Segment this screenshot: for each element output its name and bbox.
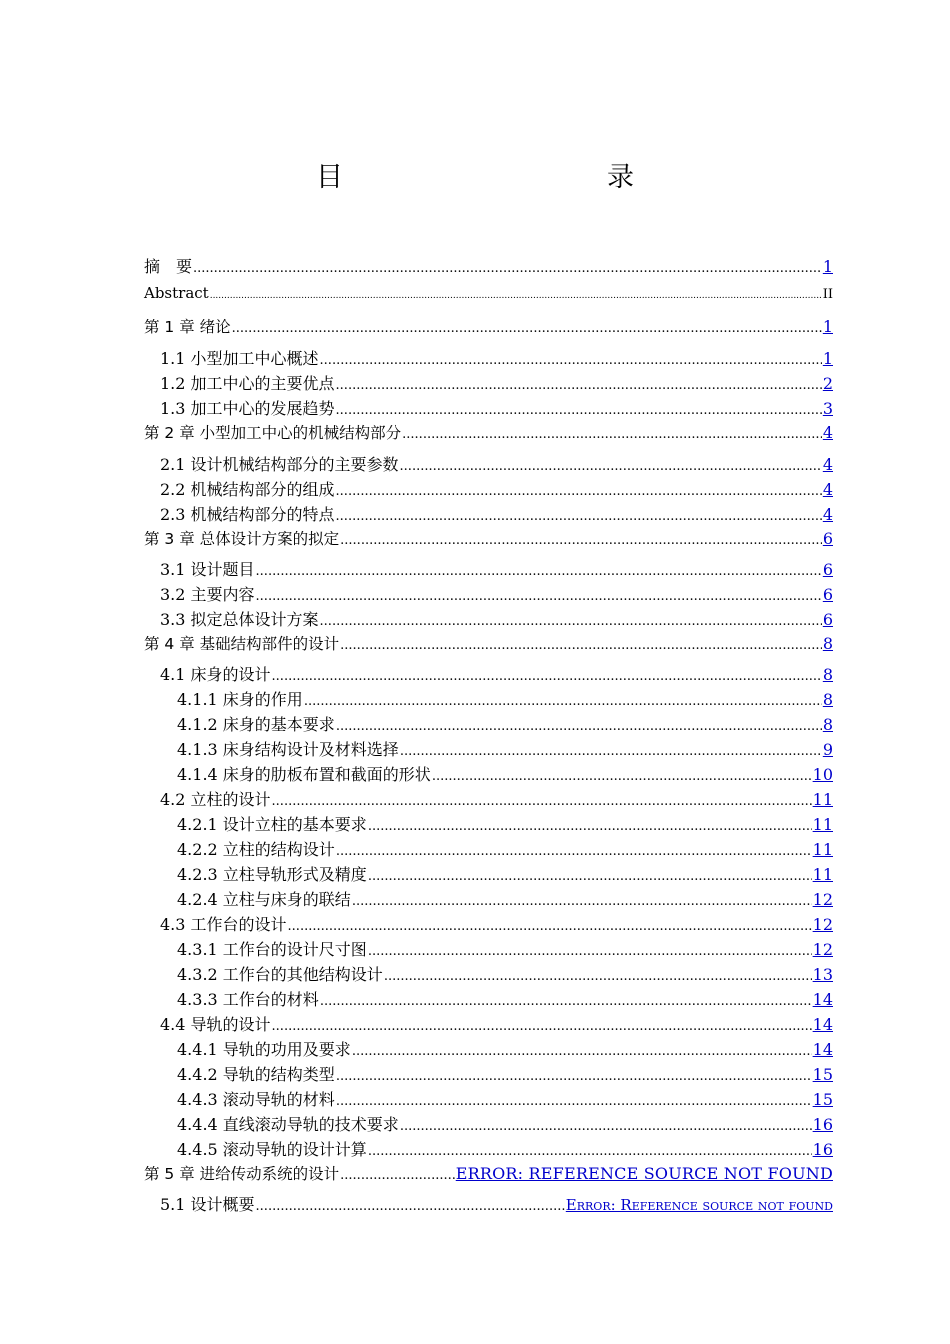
toc-page-link[interactable]: 14 bbox=[812, 1040, 833, 1059]
toc-entry-label: 4.3.1 工作台的设计尺寸图 bbox=[177, 940, 367, 959]
toc-page-link[interactable]: ERROR: REFERENCE SOURCE NOT FOUND bbox=[455, 1164, 833, 1183]
toc-entry[interactable] bbox=[144, 687, 833, 709]
toc-entry[interactable] bbox=[144, 582, 833, 604]
leader-dots bbox=[432, 769, 812, 784]
toc-entry[interactable] bbox=[144, 737, 833, 759]
toc-page-link[interactable]: 4 bbox=[822, 455, 833, 474]
toc-entry-chapter[interactable] bbox=[144, 315, 833, 337]
leader-dots bbox=[336, 844, 812, 859]
toc-page-link[interactable]: 14 bbox=[812, 990, 833, 1009]
toc-entry[interactable] bbox=[144, 502, 833, 524]
leader-dots bbox=[320, 353, 822, 368]
toc-page-link[interactable]: 13 bbox=[812, 965, 833, 984]
toc-page-link[interactable]: 6 bbox=[822, 560, 833, 579]
toc-page-link[interactable]: 15 bbox=[812, 1065, 833, 1084]
toc-entry[interactable] bbox=[144, 284, 833, 306]
leader-dots bbox=[193, 261, 822, 276]
toc-entry[interactable] bbox=[144, 787, 833, 809]
toc-entry-label: 4.4.1 导轨的功用及要求 bbox=[177, 1040, 351, 1059]
toc-page-link[interactable]: 16 bbox=[812, 1140, 833, 1159]
page-title: 目 录 bbox=[316, 162, 704, 193]
leader-dots bbox=[336, 378, 822, 393]
toc-entry-label: 3.2 主要内容 bbox=[160, 585, 255, 604]
leader-dots bbox=[320, 994, 812, 1009]
toc-entry-label: 4.1 床身的设计 bbox=[160, 665, 271, 684]
toc-page-link[interactable]: 4 bbox=[822, 480, 833, 499]
toc-page-link[interactable]: 6 bbox=[822, 585, 833, 604]
toc-page-link[interactable]: 4 bbox=[822, 423, 833, 442]
toc-entry-label: 3.1 设计题目 bbox=[160, 560, 255, 579]
toc-entry-label: 2.1 设计机械结构部分的主要参数 bbox=[160, 455, 399, 474]
leader-dots bbox=[288, 919, 812, 934]
toc-entry[interactable] bbox=[144, 1087, 833, 1109]
leader-dots bbox=[368, 944, 812, 959]
toc-entry[interactable] bbox=[144, 1037, 833, 1059]
toc-page-link[interactable]: 4 bbox=[822, 505, 833, 524]
toc-page-link[interactable]: 8 bbox=[822, 715, 833, 734]
toc-page-link[interactable]: 1 bbox=[822, 317, 833, 336]
toc-entry-label: 1.2 加工中心的主要优点 bbox=[160, 374, 335, 393]
toc-entry-chapter[interactable] bbox=[144, 1162, 833, 1184]
toc-page-link[interactable]: 10 bbox=[812, 765, 833, 784]
toc-page-number: II bbox=[822, 287, 833, 302]
toc-entry-label: 第 3 章 总体设计方案的拟定 bbox=[144, 530, 340, 548]
toc-page-link[interactable]: 11 bbox=[812, 865, 833, 884]
toc-page-link[interactable]: 12 bbox=[812, 915, 833, 934]
leader-dots bbox=[256, 589, 822, 604]
leader-dots bbox=[400, 744, 822, 759]
toc-entry-label: 4.3 工作台的设计 bbox=[160, 915, 287, 934]
toc-page-link[interactable]: 3 bbox=[822, 399, 833, 418]
toc-page-link[interactable]: 2 bbox=[822, 374, 833, 393]
toc-entry[interactable] bbox=[144, 862, 833, 884]
leader-dots bbox=[384, 969, 812, 984]
toc-page-link[interactable]: 11 bbox=[812, 840, 833, 859]
leader-dots bbox=[402, 427, 822, 442]
toc-entry[interactable] bbox=[144, 371, 833, 393]
toc-entry-label: 4.1.4 床身的肋板布置和截面的形状 bbox=[177, 765, 431, 784]
toc-page-link[interactable]: 6 bbox=[822, 610, 833, 629]
toc-entry[interactable] bbox=[144, 346, 833, 368]
toc-entry-label: 4.4.4 直线滚动导轨的技术要求 bbox=[177, 1115, 399, 1134]
toc-entry[interactable] bbox=[144, 762, 833, 784]
leader-dots bbox=[400, 1119, 812, 1134]
toc-entry-label: 4.3.2 工作台的其他结构设计 bbox=[177, 965, 383, 984]
leader-dots bbox=[400, 459, 822, 474]
toc-entry[interactable] bbox=[144, 477, 833, 499]
leader-dots bbox=[368, 869, 812, 884]
toc-entry-label: 4.2.2 立柱的结构设计 bbox=[177, 840, 335, 859]
toc-entry-label: 第 1 章 绪论 bbox=[144, 318, 231, 336]
toc-entry-label: 4.4.2 导轨的结构类型 bbox=[177, 1065, 335, 1084]
leader-dots bbox=[272, 794, 812, 809]
toc-entry-label: 4.2.3 立柱导轨形式及精度 bbox=[177, 865, 367, 884]
leader-dots bbox=[210, 291, 822, 301]
toc-page-link[interactable]: 8 bbox=[822, 634, 833, 653]
leader-dots bbox=[340, 533, 822, 548]
toc-entry-label: 4.4.3 滚动导轨的材料 bbox=[177, 1090, 335, 1109]
toc-entry-label: 4.2.1 设计立柱的基本要求 bbox=[177, 815, 367, 834]
toc-page-link[interactable]: 16 bbox=[812, 1115, 833, 1134]
toc-entry-label: 4.4.5 滚动导轨的设计计算 bbox=[177, 1140, 367, 1159]
leader-dots bbox=[272, 669, 822, 684]
leader-dots bbox=[336, 1069, 812, 1084]
toc-entry-label: 摘 要 bbox=[144, 257, 193, 276]
toc-entry[interactable] bbox=[144, 1112, 833, 1134]
leader-dots bbox=[336, 1094, 812, 1109]
leader-dots bbox=[336, 719, 822, 734]
toc-entry[interactable] bbox=[144, 557, 833, 579]
toc-entry[interactable] bbox=[144, 1192, 833, 1214]
toc-entry[interactable] bbox=[144, 887, 833, 909]
toc-entry-label: 3.3 拟定总体设计方案 bbox=[160, 610, 319, 629]
toc-entry-label: 5.1 设计概要 bbox=[160, 1195, 255, 1214]
toc-entry-label: 4.2.4 立柱与床身的联结 bbox=[177, 890, 351, 909]
toc-page-link[interactable]: 1 bbox=[822, 349, 833, 368]
toc-page-link[interactable]: 8 bbox=[822, 665, 833, 684]
toc-entry[interactable] bbox=[144, 937, 833, 959]
toc-entry-label: 2.3 机械结构部分的特点 bbox=[160, 505, 335, 524]
leader-dots bbox=[340, 638, 822, 653]
toc-entry-label: 4.3.3 工作台的材料 bbox=[177, 990, 319, 1009]
toc-entry[interactable] bbox=[144, 1012, 833, 1034]
leader-dots bbox=[368, 819, 812, 834]
toc-page-link[interactable]: 15 bbox=[812, 1090, 833, 1109]
toc-entry[interactable] bbox=[144, 912, 833, 934]
leader-dots bbox=[256, 1199, 565, 1214]
toc-entry-label: 1.3 加工中心的发展趋势 bbox=[160, 399, 335, 418]
toc-page-link[interactable]: 1 bbox=[822, 257, 833, 276]
toc-entry[interactable] bbox=[144, 452, 833, 474]
toc-page-link[interactable]: 8 bbox=[822, 690, 833, 709]
toc-entry-label: 4.1.3 床身结构设计及材料选择 bbox=[177, 740, 399, 759]
toc-entry-label: 4.1.1 床身的作用 bbox=[177, 690, 303, 709]
toc-entry-label: 第 4 章 基础结构部件的设计 bbox=[144, 635, 340, 653]
toc-entry[interactable] bbox=[144, 396, 833, 418]
toc-entry-chapter[interactable] bbox=[144, 421, 833, 443]
toc-page-link[interactable]: 12 bbox=[812, 940, 833, 959]
toc-entry[interactable] bbox=[144, 607, 833, 629]
leader-dots bbox=[320, 614, 822, 629]
toc-entry-label: 4.1.2 床身的基本要求 bbox=[177, 715, 335, 734]
leader-dots bbox=[368, 1144, 812, 1159]
toc-entry[interactable] bbox=[144, 1062, 833, 1084]
leader-dots bbox=[272, 1019, 812, 1034]
toc-entry-label: Abstract bbox=[144, 284, 209, 302]
leader-dots bbox=[336, 509, 822, 524]
toc-entry-label: 2.2 机械结构部分的组成 bbox=[160, 480, 335, 499]
leader-dots bbox=[232, 321, 822, 336]
toc-entry[interactable] bbox=[144, 837, 833, 859]
toc-entry[interactable] bbox=[144, 812, 833, 834]
toc-page-link[interactable]: 11 bbox=[812, 815, 833, 834]
toc-page-link[interactable]: 9 bbox=[822, 740, 833, 759]
toc-entry[interactable] bbox=[144, 962, 833, 984]
toc-page-link[interactable]: 11 bbox=[812, 790, 833, 809]
toc-entry-chapter[interactable] bbox=[144, 632, 833, 654]
toc-entry[interactable] bbox=[144, 712, 833, 734]
toc-entry-label: 4.4 导轨的设计 bbox=[160, 1015, 271, 1034]
leader-dots bbox=[336, 484, 822, 499]
toc-entry-label: 4.2 立柱的设计 bbox=[160, 790, 271, 809]
leader-dots bbox=[352, 894, 812, 909]
leader-dots bbox=[256, 564, 822, 579]
toc-page-link[interactable]: 12 bbox=[812, 890, 833, 909]
toc-entry[interactable] bbox=[144, 662, 833, 684]
leader-dots bbox=[336, 403, 822, 418]
leader-dots bbox=[352, 1044, 812, 1059]
toc-entry-label: 1.1 小型加工中心概述 bbox=[160, 349, 319, 368]
toc-entry[interactable] bbox=[144, 987, 833, 1009]
toc-page-link[interactable]: 14 bbox=[812, 1015, 833, 1034]
leader-dots bbox=[304, 694, 822, 709]
toc-entry-label: 第 5 章 进给传动系统的设计 bbox=[144, 1165, 340, 1183]
toc-entry-chapter[interactable] bbox=[144, 527, 833, 549]
toc-entry[interactable] bbox=[144, 1137, 833, 1159]
toc-entry[interactable] bbox=[144, 254, 833, 276]
toc-page-link[interactable]: Error: Reference source not found bbox=[565, 1196, 833, 1214]
toc-entry-label: 第 2 章 小型加工中心的机械结构部分 bbox=[144, 424, 402, 442]
leader-dots bbox=[340, 1168, 455, 1183]
toc-page-link[interactable]: 6 bbox=[822, 529, 833, 548]
